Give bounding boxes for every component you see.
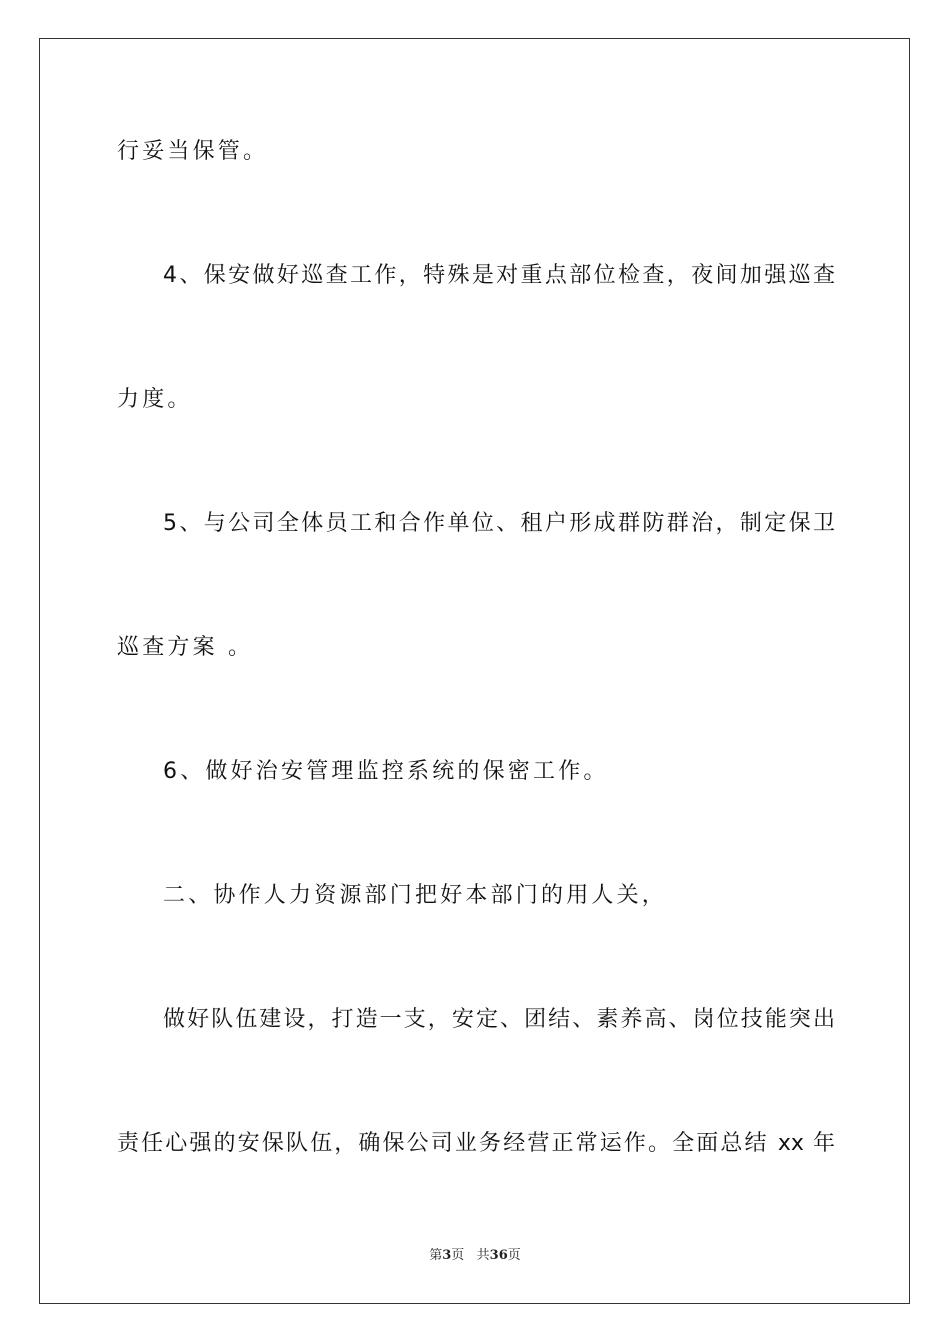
- footer-current-page: 3: [442, 1248, 452, 1263]
- footer-mid: 页 共: [451, 1248, 490, 1263]
- page-footer: [0, 1247, 950, 1265]
- footer-total-pages: 36: [489, 1248, 508, 1263]
- text-line-9: 责任心强的安保队伍，确保公司业务经营正常运作。全面总结 xx 年: [117, 1131, 835, 1156]
- text-line-2: 4、保安做好巡查工作，特殊是对重点部位检查，夜间加强巡查: [163, 263, 835, 288]
- text-line-1: 行妥当保管。: [117, 139, 269, 164]
- text-line-4: 5、与公司全体员工和合作单位、租户形成群防群治，制定保卫: [163, 511, 835, 536]
- footer-prefix: 第: [429, 1248, 443, 1263]
- text-line-8: 做好队伍建设，打造一支，安定、团结、素养高、岗位技能突出: [163, 1007, 835, 1032]
- footer-suffix: 页: [507, 1248, 521, 1263]
- page-border: [39, 38, 910, 1304]
- text-line-7: 二、协作人力资源部门把好本部门的用人关，: [163, 883, 668, 908]
- text-line-6: 6、做好治安管理监控系统的保密工作。: [163, 759, 609, 784]
- text-line-5: 巡查方案 。: [117, 635, 254, 660]
- text-line-3: 力度。: [117, 387, 193, 412]
